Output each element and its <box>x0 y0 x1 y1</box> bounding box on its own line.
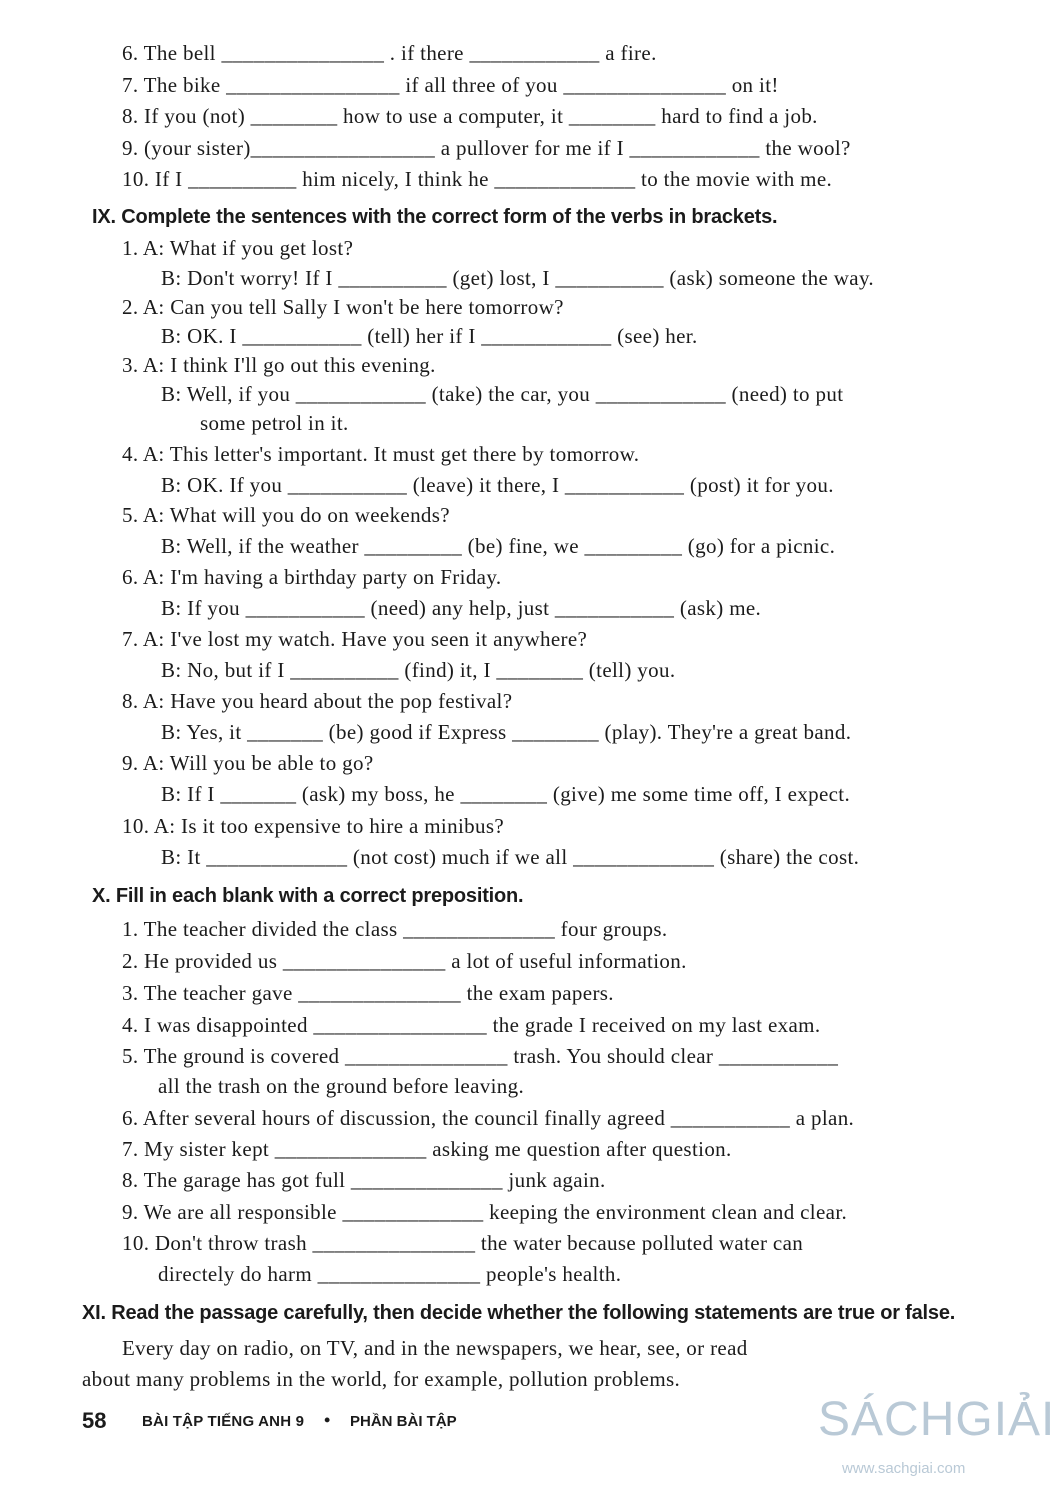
exercise-line: B: Well, if the weather _________ (be) fine, we _________ (go) for a picnic. <box>161 534 836 558</box>
exercise-line: 7. The bike ________________ if all three of you _______________ on it! <box>122 73 779 97</box>
section-heading: XI. Read the passage carefully, then decide whether the following statements are true or false. <box>82 1302 956 1324</box>
exercise-line: B: It _____________ (not cost) much if we all _____________ (share) the cost. <box>161 845 860 869</box>
exercise-line: 5. The ground is covered _______________ trash. You should clear ___________ <box>122 1044 839 1068</box>
exercise-line: 8. A: Have you heard about the pop festival? <box>122 689 513 713</box>
book-part: PHẦN BÀI TẬP <box>350 1413 457 1430</box>
exercise-line: 6. The bell _______________ . if there ____________ a fire. <box>122 41 657 65</box>
exercise-line: B: Well, if you ____________ (take) the car, you ____________ (need) to put <box>161 382 844 406</box>
page-number: 58 <box>82 1408 107 1433</box>
exercise-line: B: OK. If you ___________ (leave) it there, I ___________ (post) it for you. <box>161 473 834 497</box>
exercise-line: 4. A: This letter's important. It must get there by tomorrow. <box>122 442 640 466</box>
watermark-logo: SÁCHGIẢI <box>818 1393 1055 1446</box>
exercise-line: 8. If you (not) ________ how to use a computer, it ________ hard to find a job. <box>122 104 818 128</box>
section-heading: IX. Complete the sentences with the correct form of the verbs in brackets. <box>92 206 778 228</box>
passage-line: about many problems in the world, for example, pollution problems. <box>82 1367 681 1391</box>
exercise-line: 10. A: Is it too expensive to hire a minibus? <box>122 814 505 838</box>
exercise-line: 6. After several hours of discussion, the council finally agreed ___________ a plan. <box>122 1106 855 1130</box>
book-title: BÀI TẬP TIẾNG ANH 9 <box>142 1413 305 1430</box>
exercise-line: 7. A: I've lost my watch. Have you seen it anywhere? <box>122 627 588 651</box>
exercise-line: B: If you ___________ (need) any help, just ___________ (ask) me. <box>161 596 762 620</box>
exercise-line: 9. A: Will you be able to go? <box>122 751 374 775</box>
exercise-line: directely do harm _______________ people's health. <box>158 1262 622 1286</box>
exercise-line: 8. The garage has got full ______________ junk again. <box>122 1168 606 1192</box>
exercise-line: 9. (your sister)_________________ a pullover for me if I ____________ the wool? <box>122 136 851 160</box>
exercise-line: 10. If I __________ him nicely, I think he _____________ to the movie with me. <box>122 167 833 191</box>
exercise-line: 1. The teacher divided the class ______________ four groups. <box>122 917 668 941</box>
footer-bullet: • <box>324 1410 331 1430</box>
section-heading: X. Fill in each blank with a correct preposition. <box>92 885 524 907</box>
exercise-line: some petrol in it. <box>200 411 349 435</box>
watermark-url: www.sachgiai.com <box>842 1460 966 1477</box>
exercise-line: B: OK. I ___________ (tell) her if I ____________ (see) her. <box>161 324 698 348</box>
passage-line: Every day on radio, on TV, and in the newspapers, we hear, see, or read <box>122 1336 748 1360</box>
exercise-line: 6. A: I'm having a birthday party on Friday. <box>122 565 502 589</box>
exercise-line: 2. He provided us _______________ a lot of useful information. <box>122 949 687 973</box>
exercise-line: 1. A: What if you get lost? <box>122 236 354 260</box>
exercise-line: 4. I was disappointed ________________ the grade I received on my last exam. <box>122 1013 821 1037</box>
exercise-line: B: No, but if I __________ (find) it, I ________ (tell) you. <box>161 658 676 682</box>
exercise-line: 5. A: What will you do on weekends? <box>122 503 450 527</box>
exercise-line: 3. The teacher gave _______________ the exam papers. <box>122 981 614 1005</box>
exercise-line: 7. My sister kept ______________ asking me question after question. <box>122 1137 732 1161</box>
exercise-line: B: If I _______ (ask) my boss, he ________ (give) me some time off, I expect. <box>161 782 851 806</box>
exercise-line: 3. A: I think I'll go out this evening. <box>122 353 436 377</box>
exercise-line: 9. We are all responsible _____________ keeping the environment clean and clear. <box>122 1200 848 1224</box>
exercise-line: B: Don't worry! If I __________ (get) lost, I __________ (ask) someone the way. <box>161 266 875 290</box>
exercise-line: 10. Don't throw trash _______________ the water because polluted water can <box>122 1231 804 1255</box>
exercise-line: 2. A: Can you tell Sally I won't be here tomorrow? <box>122 295 564 319</box>
exercise-line: all the trash on the ground before leaving. <box>158 1074 525 1098</box>
exercise-line: B: Yes, it _______ (be) good if Express ________ (play). They're a great band. <box>161 720 852 744</box>
